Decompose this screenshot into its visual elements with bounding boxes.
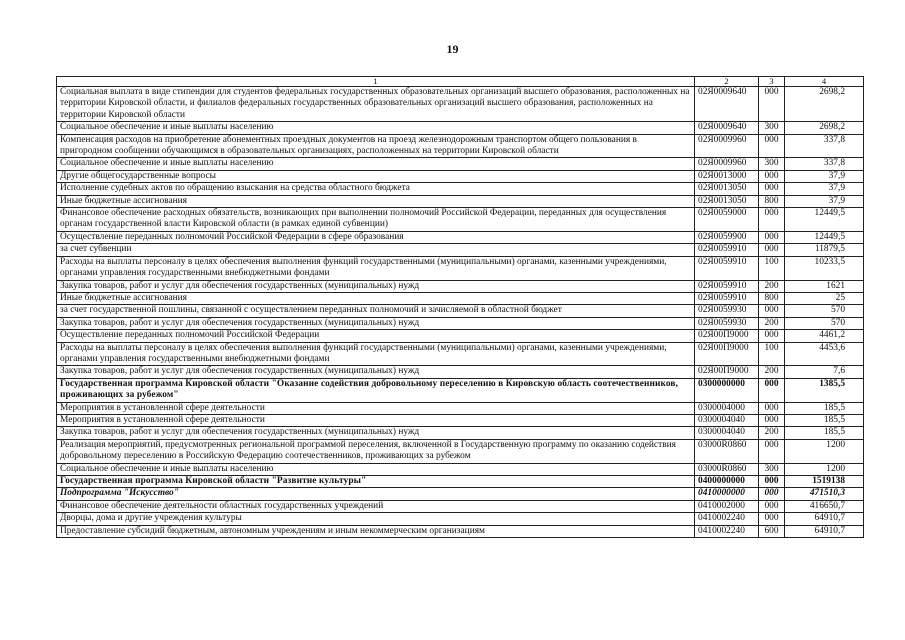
row-amount-cell: 7,6 (785, 366, 864, 378)
row-type-cell: 300 (759, 122, 785, 134)
row-name-cell: Компенсация расходов на приобретение абонементных проездных документов на проезд железнодорожным транспортом общего пользования в пригородном сообщении обучающимся в образовательных организациях, расположенных на территории Кировской области (57, 134, 695, 158)
row-code-cell: 03000R0860 (695, 439, 759, 463)
row-type-cell: 000 (759, 439, 785, 463)
row-amount-cell: 2698,2 (785, 122, 864, 134)
table-row (57, 488, 864, 500)
row-name-cell: Дворцы, дома и другие учреждения культуры (57, 513, 695, 525)
row-type-cell: 000 (759, 183, 785, 195)
row-name-cell: Социальная выплата в виде стипендии для студентов федеральных государственных образовательных организаций высшего образования, расположенных на территории Кировской области, и филиалов федеральных государственных образовательных организаций высшего образования, расположенных на территории Кировской области (57, 87, 695, 122)
row-amount-cell: 4461,2 (785, 330, 864, 342)
row-code-cell: 0300004040 (695, 427, 759, 439)
row-code-cell: 0300004000 (695, 402, 759, 414)
table-row (57, 280, 864, 292)
row-type-cell: 000 (759, 170, 785, 182)
row-amount-cell: 337,8 (785, 134, 864, 158)
row-type-cell: 000 (759, 330, 785, 342)
row-name-cell: Расходы на выплаты персоналу в целях обеспечения выполнения функций государственными (муниципальными) органами, казенными учреждениями, органами управления государственными внебюджетными фондами (57, 256, 695, 280)
row-code-cell: 0300000000 (695, 378, 759, 402)
row-code-cell: 02Я0059910 (695, 280, 759, 292)
row-amount-cell: 337,8 (785, 158, 864, 170)
row-name-cell: Социальное обеспечение и иные выплаты населению (57, 463, 695, 475)
row-code-cell: 02Я0009640 (695, 122, 759, 134)
row-code-cell: 02Я0009640 (695, 87, 759, 122)
table-row (57, 208, 864, 232)
row-type-cell: 800 (759, 195, 785, 207)
row-amount-cell: 12449,5 (785, 208, 864, 232)
row-name-cell: за счет субвенции (57, 244, 695, 256)
row-type-cell: 000 (759, 231, 785, 243)
table-row (57, 158, 864, 170)
row-name-cell: Финансовое обеспечение деятельности областных государственных учреждений (57, 500, 695, 512)
row-name-cell: Предоставление субсидий бюджетным, автономным учреждениям и иным некоммерческим организациям (57, 525, 695, 537)
row-code-cell: 02Я0013000 (695, 170, 759, 182)
row-type-cell: 000 (759, 476, 785, 488)
row-amount-cell: 37,9 (785, 183, 864, 195)
table-row (57, 414, 864, 426)
table-row (57, 366, 864, 378)
row-type-cell: 200 (759, 427, 785, 439)
row-amount-cell: 1200 (785, 463, 864, 475)
row-type-cell: 100 (759, 256, 785, 280)
row-amount-cell: 64910,7 (785, 525, 864, 537)
page-number: 19 (446, 42, 459, 56)
row-type-cell: 200 (759, 366, 785, 378)
row-amount-cell: 4453,6 (785, 342, 864, 366)
row-code-cell: 02Я00П9000 (695, 366, 759, 378)
row-amount-cell: 185,5 (785, 414, 864, 426)
column-header-2: 2 (695, 77, 759, 87)
row-name-cell: Другие общегосударственные вопросы (57, 170, 695, 182)
row-amount-cell: 37,9 (785, 195, 864, 207)
row-type-cell: 600 (759, 525, 785, 537)
row-amount-cell: 570 (785, 317, 864, 329)
budget-table (56, 76, 864, 538)
row-type-cell: 100 (759, 342, 785, 366)
table-row (57, 463, 864, 475)
row-name-cell: Расходы на выплаты персоналу в целях обеспечения выполнения функций государственными (муниципальными) органами, казенными учреждениями, органами управления государственными внебюджетными фондами (57, 342, 695, 366)
row-amount-cell: 64910,7 (785, 513, 864, 525)
row-name-cell: Социальное обеспечение и иные выплаты населению (57, 122, 695, 134)
row-amount-cell: 471510,3 (785, 488, 864, 500)
row-type-cell: 000 (759, 500, 785, 512)
row-code-cell: 0410000000 (695, 488, 759, 500)
row-type-cell: 800 (759, 292, 785, 304)
row-name-cell: за счет государственной пошлины, связанной с осуществлением переданных полномочий и зачисляемой в областной бюджет (57, 305, 695, 317)
row-name-cell: Исполнение судебных актов по обращению взыскания на средства областного бюджета (57, 183, 695, 195)
table-row (57, 305, 864, 317)
row-amount-cell: 1519138 (785, 476, 864, 488)
row-type-cell: 000 (759, 402, 785, 414)
row-name-cell: Осуществление переданных полномочий Российской Федерации (57, 330, 695, 342)
table-row (57, 317, 864, 329)
row-amount-cell: 10233,5 (785, 256, 864, 280)
row-name-cell: Государственная программа Кировской области "Оказание содействия добровольному переселению в Кировскую область соотечественников, проживающих за рубежом" (57, 378, 695, 402)
table-row (57, 378, 864, 402)
row-name-cell: Иные бюджетные ассигнования (57, 195, 695, 207)
row-code-cell: 0410002240 (695, 513, 759, 525)
column-header-3: 3 (759, 77, 785, 87)
table-row (57, 402, 864, 414)
row-type-cell: 000 (759, 134, 785, 158)
row-type-cell: 000 (759, 488, 785, 500)
table-row (57, 231, 864, 243)
row-type-cell: 000 (759, 378, 785, 402)
row-code-cell: 02Я0013050 (695, 183, 759, 195)
row-code-cell: 02Я00П9000 (695, 342, 759, 366)
row-code-cell: 0410002000 (695, 500, 759, 512)
row-name-cell: Иные бюджетные ассигнования (57, 292, 695, 304)
row-type-cell: 000 (759, 87, 785, 122)
row-amount-cell: 185,5 (785, 427, 864, 439)
row-name-cell: Закупка товаров, работ и услуг для обеспечения государственных (муниципальных) нужд (57, 280, 695, 292)
row-type-cell: 000 (759, 305, 785, 317)
row-type-cell: 200 (759, 317, 785, 329)
row-code-cell: 02Я0059910 (695, 244, 759, 256)
row-amount-cell: 1385,5 (785, 378, 864, 402)
row-name-cell: Государственная программа Кировской области "Развитие культуры" (57, 476, 695, 488)
row-code-cell: 02Я0009960 (695, 134, 759, 158)
row-code-cell: 03000R0860 (695, 463, 759, 475)
row-amount-cell: 25 (785, 292, 864, 304)
table-row (57, 134, 864, 158)
row-type-cell: 200 (759, 280, 785, 292)
row-name-cell: Мероприятия в установленной сфере деятельности (57, 402, 695, 414)
row-code-cell: 02Я0009960 (695, 158, 759, 170)
row-name-cell: Финансовое обеспечение расходных обязательств, возникающих при выполнении полномочий Российской Федерации, переданных для осуществления органам государственной власти Кировской области (в рамках единой субвенции) (57, 208, 695, 232)
table-row (57, 256, 864, 280)
row-code-cell: 0410002240 (695, 525, 759, 537)
table-row (57, 525, 864, 537)
row-code-cell: 02Я0059000 (695, 208, 759, 232)
row-amount-cell: 1200 (785, 439, 864, 463)
table-row (57, 513, 864, 525)
table-row (57, 439, 864, 463)
row-amount-cell: 11879,5 (785, 244, 864, 256)
row-code-cell: 0400000000 (695, 476, 759, 488)
column-header-1: 1 (57, 77, 695, 87)
table-row (57, 500, 864, 512)
row-name-cell: Закупка товаров, работ и услуг для обеспечения государственных (муниципальных) нужд (57, 427, 695, 439)
table-row (57, 195, 864, 207)
row-name-cell: Мероприятия в установленной сфере деятельности (57, 414, 695, 426)
table-row (57, 342, 864, 366)
row-name-cell: Реализация мероприятий, предусмотренных региональной программой переселения, включенной в Государственную программу по оказанию содействия добровольному переселению в Российскую Федерацию соотечественников, проживающих за рубежом (57, 439, 695, 463)
row-name-cell: Социальное обеспечение и иные выплаты населению (57, 158, 695, 170)
row-amount-cell: 416650,7 (785, 500, 864, 512)
table-row (57, 87, 864, 122)
row-type-cell: 000 (759, 244, 785, 256)
table-row (57, 170, 864, 182)
row-name-cell: Закупка товаров, работ и услуг для обеспечения государственных (муниципальных) нужд (57, 317, 695, 329)
table-row (57, 476, 864, 488)
table-row (57, 183, 864, 195)
row-type-cell: 000 (759, 513, 785, 525)
row-code-cell: 02Я0059930 (695, 305, 759, 317)
row-name-cell: Закупка товаров, работ и услуг для обеспечения государственных (муниципальных) нужд (57, 366, 695, 378)
row-code-cell: 02Я0059910 (695, 292, 759, 304)
row-code-cell: 02Я0013050 (695, 195, 759, 207)
column-header-4: 4 (785, 77, 864, 87)
row-code-cell: 02Я0059900 (695, 231, 759, 243)
row-amount-cell: 570 (785, 305, 864, 317)
row-amount-cell: 12449,5 (785, 231, 864, 243)
row-type-cell: 000 (759, 414, 785, 426)
table-row (57, 330, 864, 342)
row-amount-cell: 37,9 (785, 170, 864, 182)
table-row (57, 244, 864, 256)
table-row (57, 427, 864, 439)
row-code-cell: 0300004040 (695, 414, 759, 426)
row-name-cell: Подпрограмма "Искусство" (57, 488, 695, 500)
row-code-cell: 02Я0059910 (695, 256, 759, 280)
row-amount-cell: 185,5 (785, 402, 864, 414)
row-amount-cell: 2698,2 (785, 87, 864, 122)
table-row (57, 122, 864, 134)
row-type-cell: 000 (759, 208, 785, 232)
row-type-cell: 300 (759, 158, 785, 170)
row-amount-cell: 1621 (785, 280, 864, 292)
table-row (57, 292, 864, 304)
row-type-cell: 300 (759, 463, 785, 475)
row-name-cell: Осуществление переданных полномочий Российской Федерации в сфере образования (57, 231, 695, 243)
row-code-cell: 02Я00П9000 (695, 330, 759, 342)
table-header-row (57, 77, 864, 87)
row-code-cell: 02Я0059930 (695, 317, 759, 329)
